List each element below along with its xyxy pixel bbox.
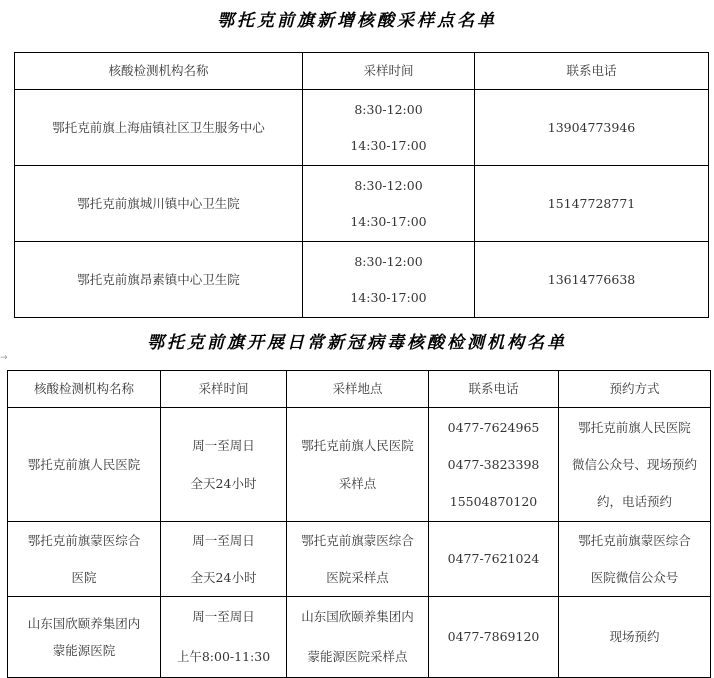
sampling-time <box>303 90 475 166</box>
sampling-time <box>303 242 475 318</box>
phone-number: 15504870120 <box>449 494 538 509</box>
daily-testing-institutions-table <box>7 370 711 678</box>
header-sampling-place: 采样地点 <box>287 371 429 408</box>
table-header-row <box>8 371 711 408</box>
time-morning: 8:30-12:00 <box>354 177 423 193</box>
paragraph-marker-icon: → <box>0 353 8 363</box>
title-new-sampling-points: 鄂托克前旗新增核酸采样点名单 <box>217 11 497 31</box>
institution-name: 鄂托克前旗城川镇中心卫生院 <box>15 166 303 242</box>
sampling-time <box>303 166 475 242</box>
title-daily-testing-institutions: 鄂托克前旗开展日常新冠病毒核酸检测机构名单 <box>147 333 567 353</box>
sampling-time: 周一至周日 全天24小时 <box>161 408 287 522</box>
sampling-place: 鄂托克前旗人民医院 采样点 <box>287 408 429 522</box>
booking-method: 现场预约 <box>559 597 711 678</box>
sampling-place: 山东国欣颐养集团内 蒙能源医院采样点 <box>287 597 429 678</box>
phone-number: 13614776638 <box>475 242 709 318</box>
table-row <box>15 166 709 242</box>
header-institution: 核酸检测机构名称 <box>15 53 303 90</box>
time-afternoon: 14:30-17:00 <box>350 137 427 153</box>
phone-number: 0477-7869120 <box>429 597 559 678</box>
institution-name: 鄂托克前旗上海庙镇社区卫生服务中心 <box>15 90 303 166</box>
sampling-time: 周一至周日 上午8:00-11:30 <box>161 597 287 678</box>
table-row <box>8 597 711 678</box>
table-row <box>8 408 711 522</box>
sampling-place: 鄂托克前旗蒙医综合 医院采样点 <box>287 522 429 597</box>
institution-name: 鄂托克前旗蒙医综合 医院 <box>8 522 161 597</box>
phone-number: 13904773946 <box>475 90 709 166</box>
time-morning: 8:30-12:00 <box>354 101 423 117</box>
institution-name: 山东国欣颐养集团内 蒙能源医院 <box>8 597 161 678</box>
booking-method: 鄂托克前旗人民医院 微信公众号、现场预约 约，电话预约 <box>559 408 711 522</box>
header-institution: 核酸检测机构名称 <box>8 371 161 408</box>
phone-number: 0477-3823398 <box>447 457 540 472</box>
institution-name: 鄂托克前旗人民医院 <box>8 408 161 522</box>
phone-number: 15147728771 <box>475 166 709 242</box>
table-row <box>15 242 709 318</box>
header-sampling-time: 采样时间 <box>161 371 287 408</box>
time-morning: 8:30-12:00 <box>354 253 423 269</box>
booking-method: 鄂托克前旗蒙医综合 医院微信公众号 <box>559 522 711 597</box>
header-booking-method: 预约方式 <box>559 371 711 408</box>
phone-number: 0477-7621024 <box>429 522 559 597</box>
table-row <box>8 522 711 597</box>
table-row <box>15 90 709 166</box>
table-header-row <box>15 53 709 90</box>
header-phone: 联系电话 <box>475 53 709 90</box>
header-sampling-time: 采样时间 <box>303 53 475 90</box>
institution-name: 鄂托克前旗昂素镇中心卫生院 <box>15 242 303 318</box>
sampling-time: 周一至周日 全天24小时 <box>161 522 287 597</box>
time-afternoon: 14:30-17:00 <box>350 289 427 305</box>
phone-numbers <box>429 408 559 522</box>
header-phone: 联系电话 <box>429 371 559 408</box>
new-sampling-points-table <box>14 52 709 318</box>
phone-number: 0477-7624965 <box>447 420 540 435</box>
time-afternoon: 14:30-17:00 <box>350 213 427 229</box>
